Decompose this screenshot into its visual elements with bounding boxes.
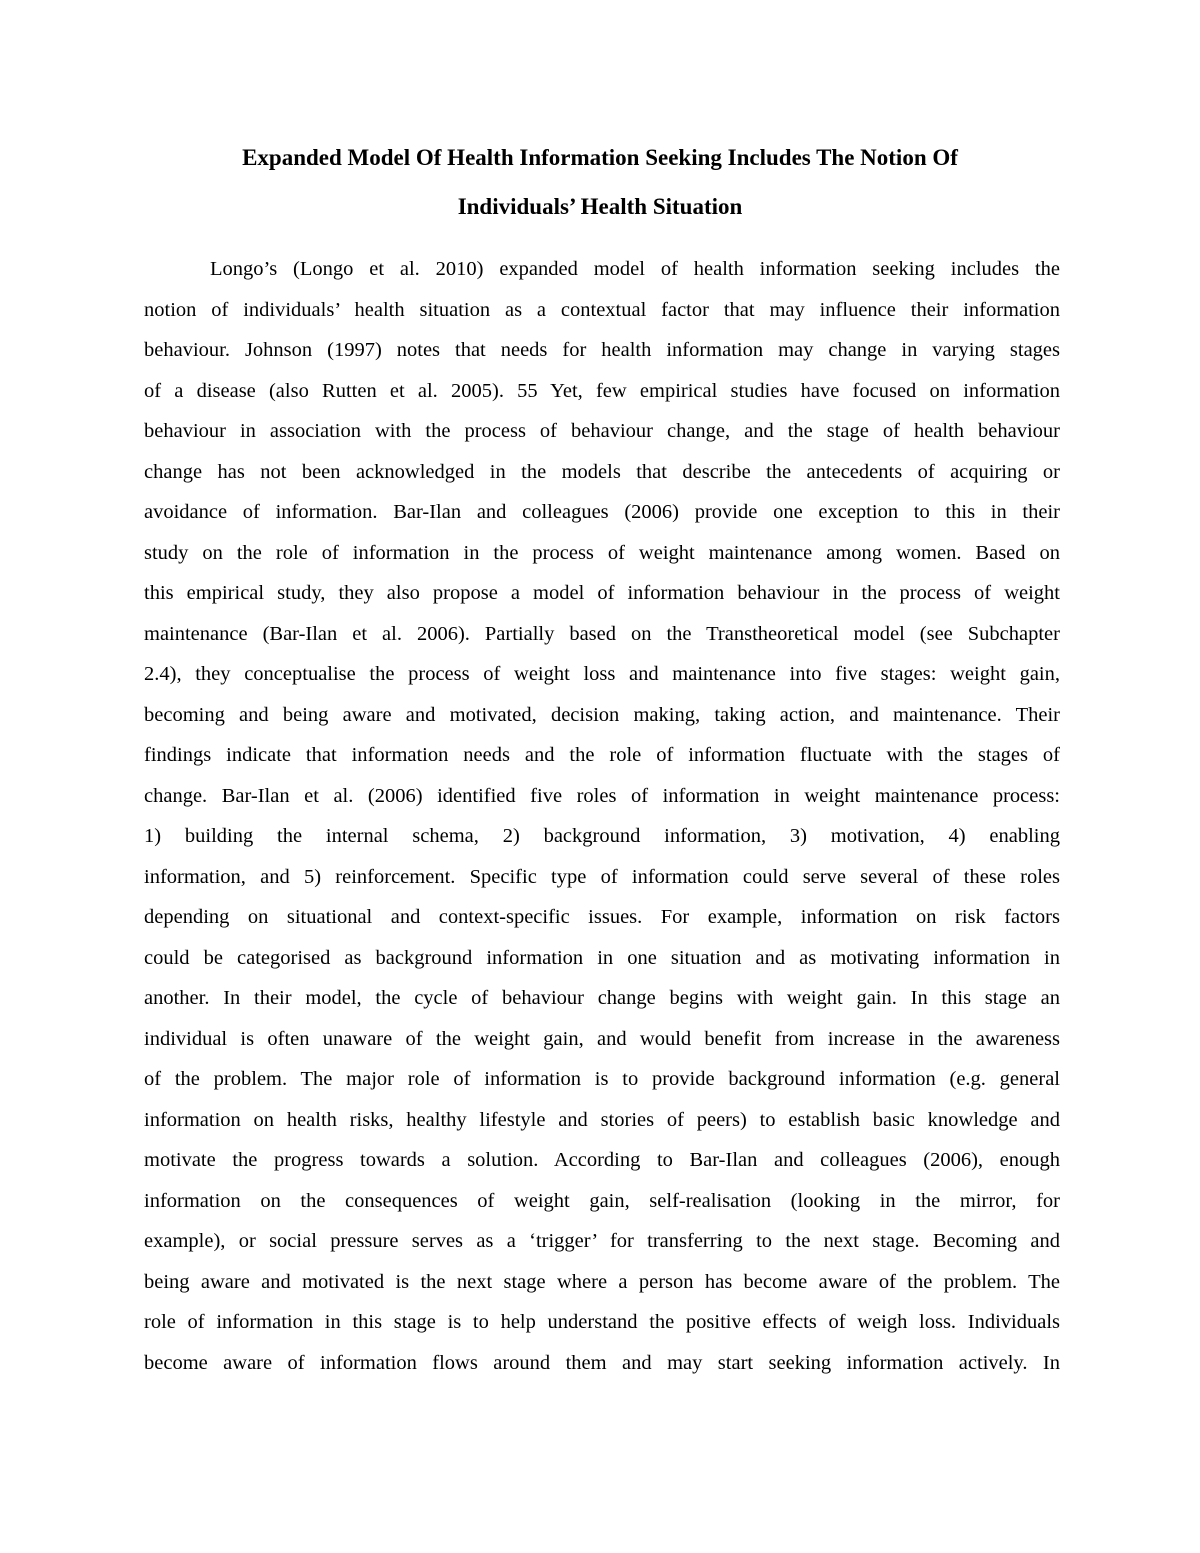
paragraph-line: become aware of information flows around them and may start seeking information actively. In — [144, 1352, 1060, 1374]
paragraph-line: study on the role of information in the process of weight maintenance among women. Based on — [144, 542, 1060, 564]
paragraph-line: change. Bar-Ilan et al. (2006) identified five roles of information in weight maintenance process: — [144, 785, 1061, 807]
paragraph-line: this empirical study, they also propose a model of information behaviour in the process of weight — [144, 582, 1060, 604]
paragraph-line: of the problem. The major role of information is to provide background information (e.g. general — [144, 1068, 1061, 1090]
paragraph-line: of a disease (also Rutten et al. 2005). 55 Yet, few empirical studies have focused on information — [144, 380, 1060, 402]
paragraph-line: information on the consequences of weight gain, self-realisation (looking in the mirror, for — [144, 1190, 1060, 1212]
paragraph-line: another. In their model, the cycle of behaviour change begins with weight gain. In this stage an — [144, 987, 1060, 1009]
paragraph-line: behaviour. Johnson (1997) notes that needs for health information may change in varying stages — [144, 339, 1060, 361]
paragraph-line: example), or social pressure serves as a ‘trigger’ for transferring to the next stage. Becoming and — [144, 1230, 1060, 1252]
paragraph-line: avoidance of information. Bar-Ilan and colleagues (2006) provide one exception to this in their — [144, 501, 1060, 523]
paragraph-line: could be categorised as background information in one situation and as motivating information in — [144, 947, 1060, 969]
paragraph-line: being aware and motivated is the next stage where a person has become aware of the problem. The — [144, 1271, 1060, 1293]
paragraph-line: role of information in this stage is to help understand the positive effects of weigh loss. Individuals — [144, 1311, 1060, 1333]
paragraph-line: information, and 5) reinforcement. Specific type of information could serve several of these roles — [144, 866, 1060, 888]
paragraph-line: becoming and being aware and motivated, decision making, taking action, and maintenance. Their — [144, 704, 1061, 726]
paragraph-line: notion of individuals’ health situation as a contextual factor that may influence their information — [144, 299, 1060, 321]
paragraph-line: information on health risks, healthy lifestyle and stories of peers) to establish basic knowledge and — [144, 1109, 1060, 1131]
paragraph-line: findings indicate that information needs and the role of information fluctuate with the stages of — [144, 744, 1060, 766]
paragraph-line: behaviour in association with the process of behaviour change, and the stage of health behaviour — [144, 420, 1060, 442]
document-title-line-1: Expanded Model Of Health Information Seeking Includes The Notion Of — [242, 145, 958, 170]
paragraph-line: maintenance (Bar-Ilan et al. 2006). Partially based on the Transtheoretical model (see Subchapter — [144, 623, 1060, 645]
document-title-line-2: Individuals’ Health Situation — [457, 194, 743, 219]
paragraph-line: Longo’s (Longo et al. 2010) expanded model of health information seeking includes the — [210, 258, 1060, 280]
paragraph-line: motivate the progress towards a solution. According to Bar-Ilan and colleagues (2006), enough — [144, 1149, 1060, 1171]
paragraph-line: individual is often unaware of the weight gain, and would benefit from increase in the awareness — [144, 1028, 1061, 1050]
paragraph-line: 2.4), they conceptualise the process of weight loss and maintenance into five stages: weight gain, — [144, 663, 1060, 685]
paragraph-line: 1) building the internal schema, 2) background information, 3) motivation, 4) enabling — [144, 825, 1060, 847]
paragraph-line: change has not been acknowledged in the models that describe the antecedents of acquiring or — [144, 461, 1060, 483]
paragraph-line: depending on situational and context-specific issues. For example, information on risk factors — [144, 906, 1060, 928]
